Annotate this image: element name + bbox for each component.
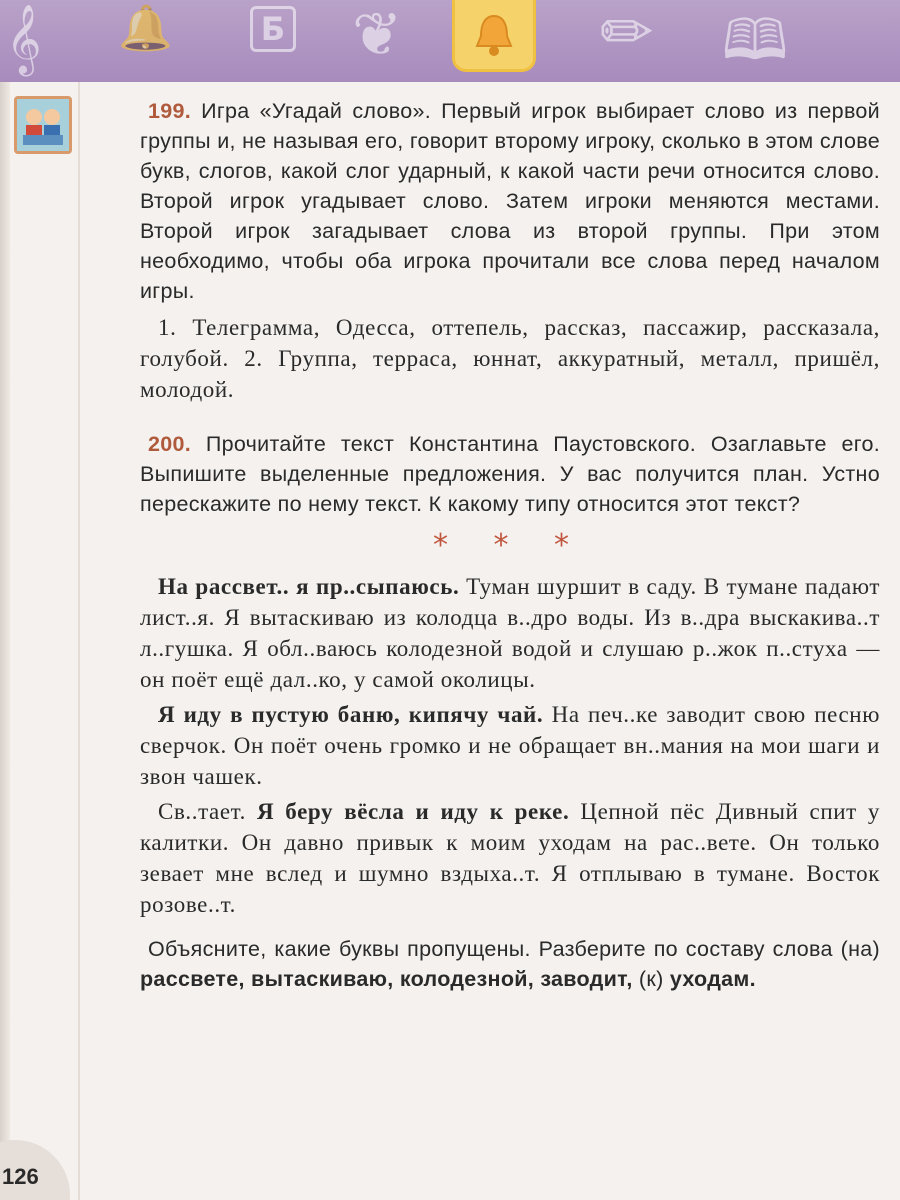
exercise-200	[140, 429, 880, 519]
letter-block-icon: Б	[250, 6, 296, 52]
paragraph-text: Цепной пёс Дивный спит у калитки. Он давно привык к моим уходам на рас..вете. Он только зевает мне вслед и шумно вздыха..т. Я отплываю в тумане. Восток розове..т.	[140, 799, 880, 917]
highlighted-sentence: Я иду в пустую баню, кипячу чай.	[158, 702, 544, 727]
task-words: рассвете, вытаскиваю, колодезной, заводит,	[140, 967, 633, 991]
story-paragraph-1	[140, 571, 880, 695]
paragraph-text: Туман шуршит в саду. В тумане падают лист..я. Я вытаскиваю из колодца в..дро воды. Из в..дра выскакива..т л..гушка. Я обл..ваюсь колодезной водой и слушаю р..жок п..стуха — он поёт ещё дал..ко, у самой околицы.	[140, 574, 880, 692]
word-groups: 1. Телеграмма, Одесса, оттепель, рассказ, пассажир, рассказала, голубой. 2. Группа, терраса, юннат, аккуратный, металл, пришёл, молодой.	[140, 315, 880, 402]
text-separator: * * *	[432, 528, 588, 563]
page-number: 126	[2, 1164, 39, 1189]
school-bell-icon	[452, 0, 536, 72]
highlighted-sentence: Я беру вёсла и иду к реке.	[257, 799, 570, 824]
margin-rule	[78, 82, 80, 1200]
exercise-number: 200.	[148, 432, 192, 456]
pencil-icon: ✏	[600, 0, 654, 70]
task-text: Объясните, какие буквы пропущены. Разберите по составу слова (на)	[148, 937, 880, 961]
story-paragraph-2	[140, 699, 880, 792]
page-edge	[0, 82, 10, 1200]
task-words: уходам.	[669, 967, 756, 991]
task-text: (к)	[632, 967, 670, 991]
treble-clef-icon: 𝄞	[6, 4, 42, 74]
highlighted-sentence: На рассвет.. я пр..сыпаюсь.	[158, 574, 460, 599]
exercise-number: 199.	[148, 99, 192, 123]
paragraph-text: На печ..ке заводит свою песню сверчок. Он поёт очень громко и не обращает вн..мания на мои шаги и звон чашек.	[140, 702, 880, 789]
page-content	[140, 96, 880, 994]
maple-leaf-icon: ❦	[352, 0, 403, 70]
exercise-instructions: Прочитайте текст Константина Паустовского. Озаглавьте его. Выпишите выделенные предложения. У вас получится план. Устно перескажите по нему текст. К какому типу относится этот текст?	[140, 432, 880, 516]
story-paragraph-3	[140, 796, 880, 920]
page-header	[0, 0, 900, 82]
open-book-icon: 🕮	[722, 8, 789, 73]
exercise-instructions: Игра «Угадай слово». Первый игрок выбирает слово из первой группы и, не называя его, говорит второму игроку, сколько в этом слове букв, слогов, какой слог ударный, к какой части речи относится слово. Второй игрок угадывает слово. Затем игроки меняются местами. Второй игрок загадывает слова из второй группы. При этом необходимо, чтобы оба игрока прочитали все слова перед началом игры.	[140, 99, 880, 303]
exercise-199	[140, 96, 880, 306]
pair-work-icon	[14, 96, 72, 154]
paragraph-text: Св..тает.	[158, 799, 258, 824]
bell-icon: 🔔	[118, 3, 173, 54]
grammar-task	[140, 934, 880, 994]
